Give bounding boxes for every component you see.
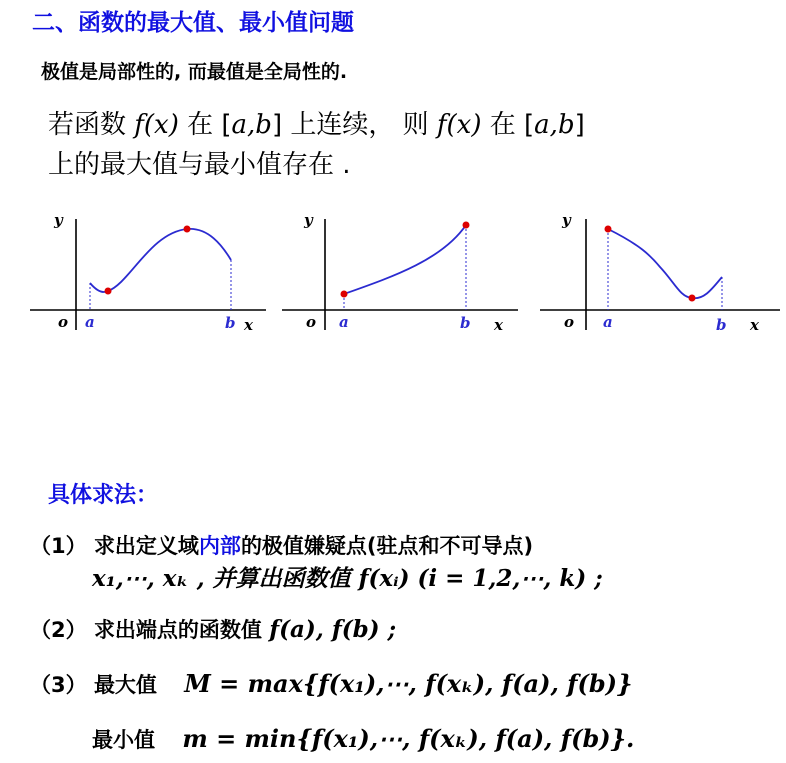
step-2 [30, 614, 396, 644]
function-curve [344, 225, 466, 294]
max-point [605, 226, 612, 233]
step-text: 求出定义域 [93, 534, 199, 558]
graph-2 [282, 205, 518, 340]
origin-label: o [564, 313, 575, 331]
b-label: b [225, 314, 236, 332]
a-label: a [603, 313, 613, 331]
section-title: 二、函数的最大值、最小值问题 [32, 10, 354, 36]
step-number: （1） [30, 534, 87, 558]
step-number: （3） [30, 673, 87, 697]
step-3-max [30, 669, 632, 699]
min-point [341, 291, 348, 298]
theorem-text: ] 上连续， 则 [271, 110, 437, 140]
step-2-math: f(a), f(b) ; [269, 616, 397, 643]
x-label: x [750, 316, 759, 334]
theorem-text: 在 [ [178, 110, 232, 140]
min-label: 最小值 [92, 728, 155, 752]
function-curve [90, 229, 231, 292]
method-title: 具体求法： [48, 483, 159, 508]
theorem-text: 若函数 [48, 110, 135, 140]
theorem-fx: f(x) [436, 110, 482, 140]
x-label: x [244, 316, 253, 334]
theorem-interval: a,b [231, 110, 272, 140]
function-curve [608, 229, 722, 298]
a-label: a [339, 313, 349, 331]
step-3-min [92, 724, 634, 754]
max-point [184, 226, 191, 233]
b-label: b [716, 316, 727, 334]
theorem-text: ] [574, 110, 585, 140]
step-number: （2） [30, 618, 87, 642]
min-formula: m = min{f(x₁),⋯, f(xₖ), f(a), f(b)}. [182, 724, 635, 753]
graph-3 [540, 205, 780, 340]
max-label: 最大值 [93, 673, 157, 697]
theorem-interval: a,b [534, 110, 575, 140]
min-point [105, 288, 112, 295]
graph-1 [30, 205, 266, 340]
step-1-math: x₁,⋯, xₖ , 并算出函数值 f(xᵢ) (i = 1,2,⋯, k) ; [92, 565, 603, 592]
step-1 [30, 530, 533, 560]
y-label: y [54, 211, 63, 229]
y-label: y [304, 211, 313, 229]
b-label: b [460, 314, 471, 332]
step-text: 求出端点的函数值 [93, 618, 262, 642]
max-point [463, 222, 470, 229]
intro-text: 极值是局部性的, 而最值是全局性的. [41, 61, 348, 83]
highlight-text: 内部 [198, 534, 241, 558]
origin-label: o [306, 313, 317, 331]
theorem-line-2: 上的最大值与最小值存在 . [48, 150, 351, 180]
origin-label: o [58, 313, 69, 331]
min-point [689, 295, 696, 302]
step-text: 的极值嫌疑点(驻点和不可导点) [240, 534, 534, 558]
y-label: y [562, 211, 571, 229]
theorem-line-1 [48, 104, 585, 141]
x-label: x [494, 316, 503, 334]
theorem-fx: f(x) [134, 110, 179, 140]
max-formula: M = max{f(x₁),⋯, f(xₖ), f(a), f(b)} [184, 669, 633, 698]
theorem-text: 在 [ [481, 110, 535, 140]
a-label: a [85, 313, 95, 331]
